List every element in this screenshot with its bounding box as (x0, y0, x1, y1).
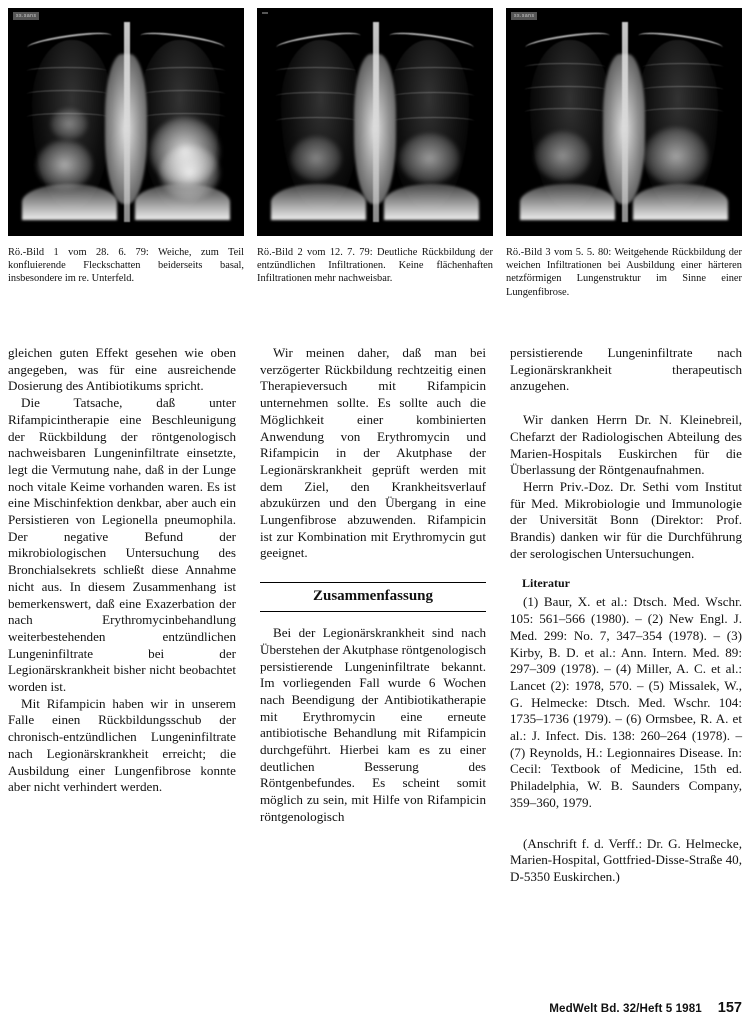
acknowledgement-paragraph: Wir danken Herrn Dr. N. Kleinebreil, Chefarzt der Radiologischen Abteilung des Marien-Hospitals Euskirchen für die Überlassung der Röntgenaufnahmen. (510, 412, 742, 478)
spine (622, 22, 628, 223)
radiograph-image-3 (506, 8, 742, 236)
spine (124, 22, 130, 223)
paragraph: gleichen guten Effekt gesehen wie oben angegeben, was für eine ausreichende Dosierung des Antibiotikums spricht. (8, 345, 236, 394)
film-label: ss.sans (13, 12, 39, 20)
diaphragm-left (520, 184, 614, 220)
diaphragm-right (135, 184, 229, 220)
chest-xray-rendering (8, 8, 244, 236)
summary-paragraph: Bei der Legionärskrankheit sind nach Überstehen der Akutphase röntgenologisch persistierende Lungeninfiltrate bekannt. Im vorliegenden Fall wurde 6 Wochen nach Beendigung der Antibiotikatherapie mit Erythromycin eine erneute antibiotische Behandlung mit Rifampicin durchgeführt. Hierbei kam es zu einer deutlichen Besserung des Röntgenbefundes. Es scheint somit möglich zu sein, mit Hilfe von Rifampicin röntgenologisch (260, 625, 486, 824)
paragraph: Wir meinen daher, daß man bei verzögerter Rückbildung rechtzeitig einen Therapieversuch mit Rifampicin unternehmen sollte. Es sollte auch die Möglichkeit einer kombinierten Anwendung von Erythromycin und Rifampicin in der Akutphase der Legionärskrankheit geprüft werden mit dem Ziel, den Krankheitsverlauf abzukürzen und den Übergang in eine Lungenfibrose abzuwenden. Rifampicin ist zur Kombination mit Erythromycin gut geeignet. (260, 345, 486, 561)
page-footer (549, 1000, 742, 1016)
infiltrate-shadow (36, 140, 93, 190)
rib-shadow (27, 90, 107, 98)
references-list: (1) Baur, X. et al.: Dtsch. Med. Wschr. 105: 561–566 (1980). – (2) New Engl. J. Med. 299: No. 7, 347–354 (1978). – (3) Kirby, B. D. et al.: Ann. Intern. Med. 89: 297–309 (1978). – (4) Miller, A. C. et al.: Lancet (2): 1978, 570. – (5) Missalek, W., G. Helmecke: Dtsch. Med. Wschr. 104: 1735–1736 (1979). – (6) Ormsbee, R. A. et al.: J. Infect. Dis. 138: 260–264 (1978). – (7) Reynolds, H.: Legionnaires Disease. In: Cecil: Textbook of Medicine, 15th ed. Philadelphia, W. B. Saunders Company, 359–360, 1979. (510, 594, 742, 810)
diaphragm-left (271, 184, 365, 220)
page-number: 157 (717, 1000, 742, 1016)
infiltrate-shadow (399, 133, 460, 183)
film-label: ss.sans (511, 12, 537, 20)
radiograph-figure-row (8, 8, 742, 236)
journal-reference: MedWelt Bd. 32/Heft 5 1981 (549, 1002, 702, 1015)
author-address: (Anschrift f. d. Verff.: Dr. G. Helmecke, Marien-Hospital, Gottfried-Disse-Straße 40, D-5350 Euskirchen.) (510, 835, 742, 884)
infiltrate-shadow (290, 136, 342, 182)
diaphragm-right (384, 184, 478, 220)
paragraph: Die Tatsache, daß unter Rifampicintherapie eine Beschleunigung der Rückbildung der röntgenologisch nachweisbaren Lungeninfiltrate einsetzte, legt die Vermutung nahe, daß in der Lunge noch vitale Keime vorhanden waren. Es ist eine Mischinfektion denkbar, aber auch ein Persistieren von Legionella pneumophila. Der negative Befund der mikrobiologischen Untersuchung des Bronchialsekrets schließt diese Annahme nicht aus. In diesem Zusammenhang ist bemerkenswert, daß eine Exazerbation der nach Erythromycinbehandlung weiterbestehenden entzündlichen Lungeninfiltrate bei der Legionärskrankheit bisher nicht beobachtet worden ist. (8, 395, 236, 695)
figure-caption-row (8, 246, 742, 299)
figure-caption-2: Rö.-Bild 2 vom 12. 7. 79: Deutliche Rückbildung der entzündlichen Infiltrationen. Keine flächenhaften Infiltrationen mehr nachweisbar. (257, 247, 493, 285)
paragraph: persistierende Lungeninfiltrate nach Legionärskrankheit therapeutisch anzugehen. (510, 345, 742, 394)
column-left (8, 345, 236, 886)
radiograph-image-2 (257, 8, 493, 236)
column-right (510, 345, 742, 886)
article-body (8, 345, 742, 886)
rib-shadow (145, 90, 225, 98)
chest-xray-rendering (257, 8, 493, 236)
spine (373, 22, 379, 223)
film-label (262, 12, 268, 14)
figure-caption-1: Rö.-Bild 1 vom 28. 6. 79: Weiche, zum Teil konfluierende Fleckschatten beiderseits basal, insbesondere im re. Unterfeld. (8, 247, 244, 285)
acknowledgement-paragraph: Herrn Priv.-Doz. Dr. Sethi vom Institut für Med. Mikrobiologie und Immunologie der Universität Bonn (Direktor: Prof. Brandis) danken wir für die Durchführung der serologischen Untersuchungen. (510, 478, 742, 561)
fibrosis-pattern (534, 131, 591, 181)
radiograph-image-1 (8, 8, 244, 236)
diaphragm-left (22, 184, 116, 220)
diaphragm-right (633, 184, 727, 220)
figure-caption-3: Rö.-Bild 3 vom 5. 5. 80: Weitgehende Rückbildung der weichen Infiltrationen bei Ausbildung einer härteren netzförmigen Lungenstruktur im Sinne einer Lungenfibrose. (506, 247, 742, 298)
column-middle (260, 345, 486, 886)
rib-shadow (643, 63, 723, 71)
chest-xray-rendering (506, 8, 742, 236)
references-heading: Literatur (522, 576, 570, 591)
fibrosis-pattern (643, 127, 709, 186)
paragraph: Mit Rifampicin haben wir in unserem Falle einen Rückbildungsschub der chronisch-entzündlichen Lungeninfiltrate nach Legionärskrankheit erreicht; die Ausbildung einer Lungenfibrose konnte aber nicht verhindert werden. (8, 695, 236, 795)
rib-shadow (525, 63, 605, 71)
summary-heading: Zusammenfassung (260, 582, 486, 612)
